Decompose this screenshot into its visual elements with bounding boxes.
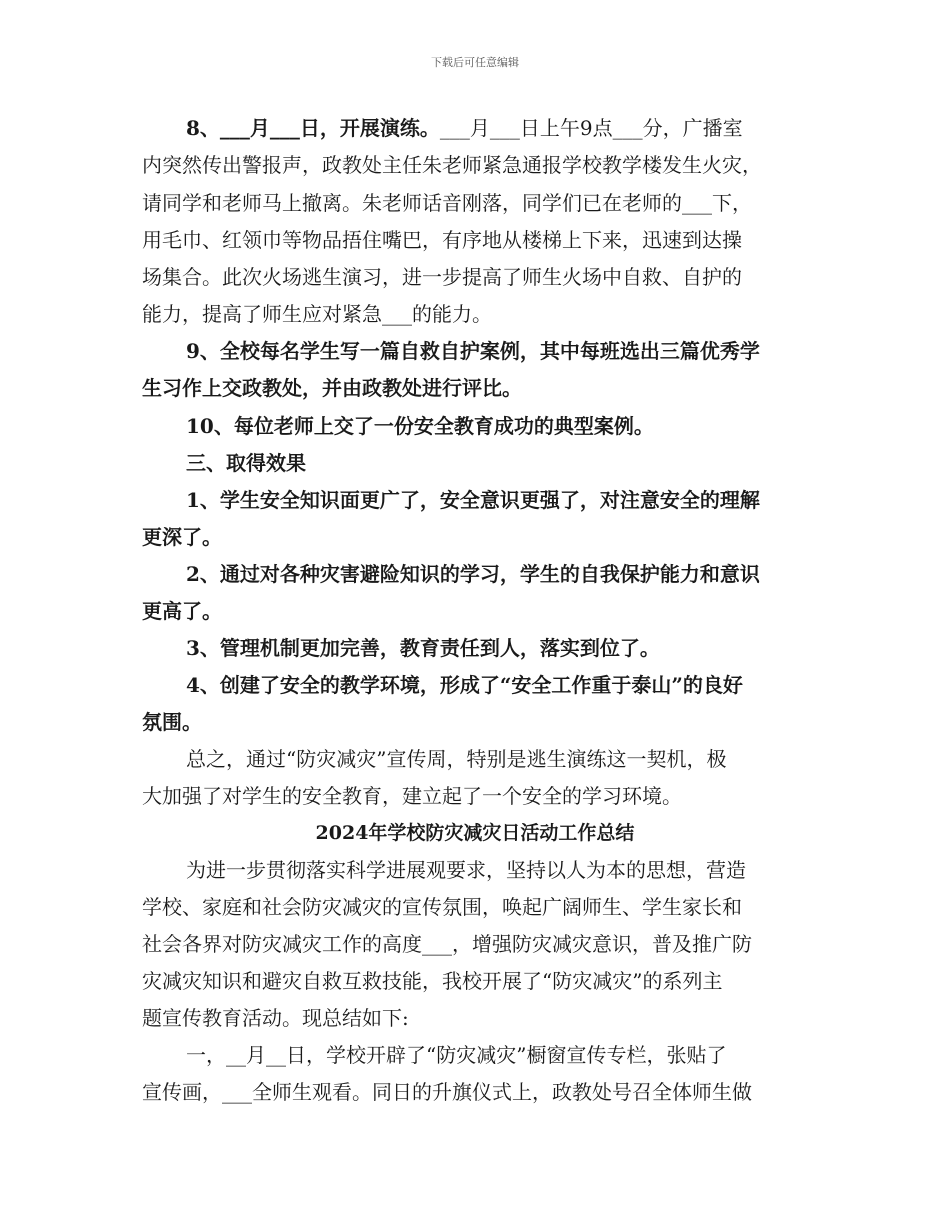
item-one-line: 一，__月__日，学校开辟了“防灾减灾”橱窗宣传专栏，张贴了 (186, 1043, 727, 1067)
intro-line: 为进一步贯彻落实科学进展观要求，坚持以人为本的思想，营造 (186, 858, 746, 882)
item-8-text: ___月___日上午9点___分，广播室 (439, 116, 743, 140)
paragraph-line (186, 116, 743, 140)
item-one-line: 宣传画，___全师生观看。同日的升旗仪式上，政教处号召全体师生做 (142, 1080, 752, 1104)
paragraph-line: 内突然传出警报声，政教处主任朱老师紧急通报学校教学楼发生火灾， (142, 153, 762, 177)
effect-4-line: 4、创建了安全的教学环境，形成了“安全工作重于泰山”的良好 (186, 673, 743, 697)
summary-line: 总之，通过“防灾减灾”宣传周，特别是逃生演练这一契机，极 (186, 747, 727, 771)
effect-1-line: 1、学生安全知识面更广了，安全意识更强了，对注意安全的理解 (186, 488, 760, 512)
item-10: 10、每位老师上交了一份安全教育成功的典型案例。 (186, 414, 654, 438)
paragraph-line: 请同学和老师马上撤离。朱老师话音刚落，同学们已在老师的___下， (142, 191, 752, 215)
effect-2-line: 2、通过对各种灾害避险知识的学习，学生的自我保护能力和意识 (186, 562, 760, 586)
intro-line: 题宣传教育活动。现总结如下: (142, 1006, 409, 1030)
intro-line: 灾减灾知识和避灾自救互救技能，我校开展了“防灾减灾”的系列主 (142, 969, 723, 993)
item-9-line: 生习作上交政教处，并由政教处进行评比。 (142, 376, 522, 400)
page-header: 下载后可任意编辑 (431, 56, 519, 69)
paragraph-line: 场集合。此次火场逃生演习，进一步提高了师生火场中自救、自护的 (142, 265, 742, 289)
paragraph-line: 用毛巾、红领巾等物品捂住嘴巴，有序地从楼梯上下来，迅速到达操 (142, 228, 742, 252)
effect-4-line: 氛围。 (142, 710, 202, 734)
section-heading: 三、取得效果 (186, 451, 306, 475)
effect-1-line: 更深了。 (142, 525, 222, 549)
paragraph-line: 能力，提高了师生应对紧急___的能力。 (142, 302, 492, 326)
item-9-line: 9、全校每名学生写一篇自救自护案例，其中每班选出三篇优秀学 (186, 339, 760, 363)
intro-line: 学校、家庭和社会防灾减灾的宣传氛围，唤起广阔师生、学生家长和 (142, 895, 742, 919)
effect-2-line: 更高了。 (142, 599, 222, 623)
document-title: 2024年学校防灾减灾日活动工作总结 (315, 822, 635, 844)
summary-line: 大加强了对学生的安全教育，建立起了一个安全的学习环境。 (142, 784, 682, 808)
intro-line: 社会各界对防灾减灾工作的高度___，增强防灾减灾意识，普及推广防 (142, 932, 752, 956)
effect-3: 3、管理机制更加完善，教育责任到人，落实到位了。 (186, 636, 660, 660)
item-8-title: 8、___月___日，开展演练。 (186, 116, 440, 140)
